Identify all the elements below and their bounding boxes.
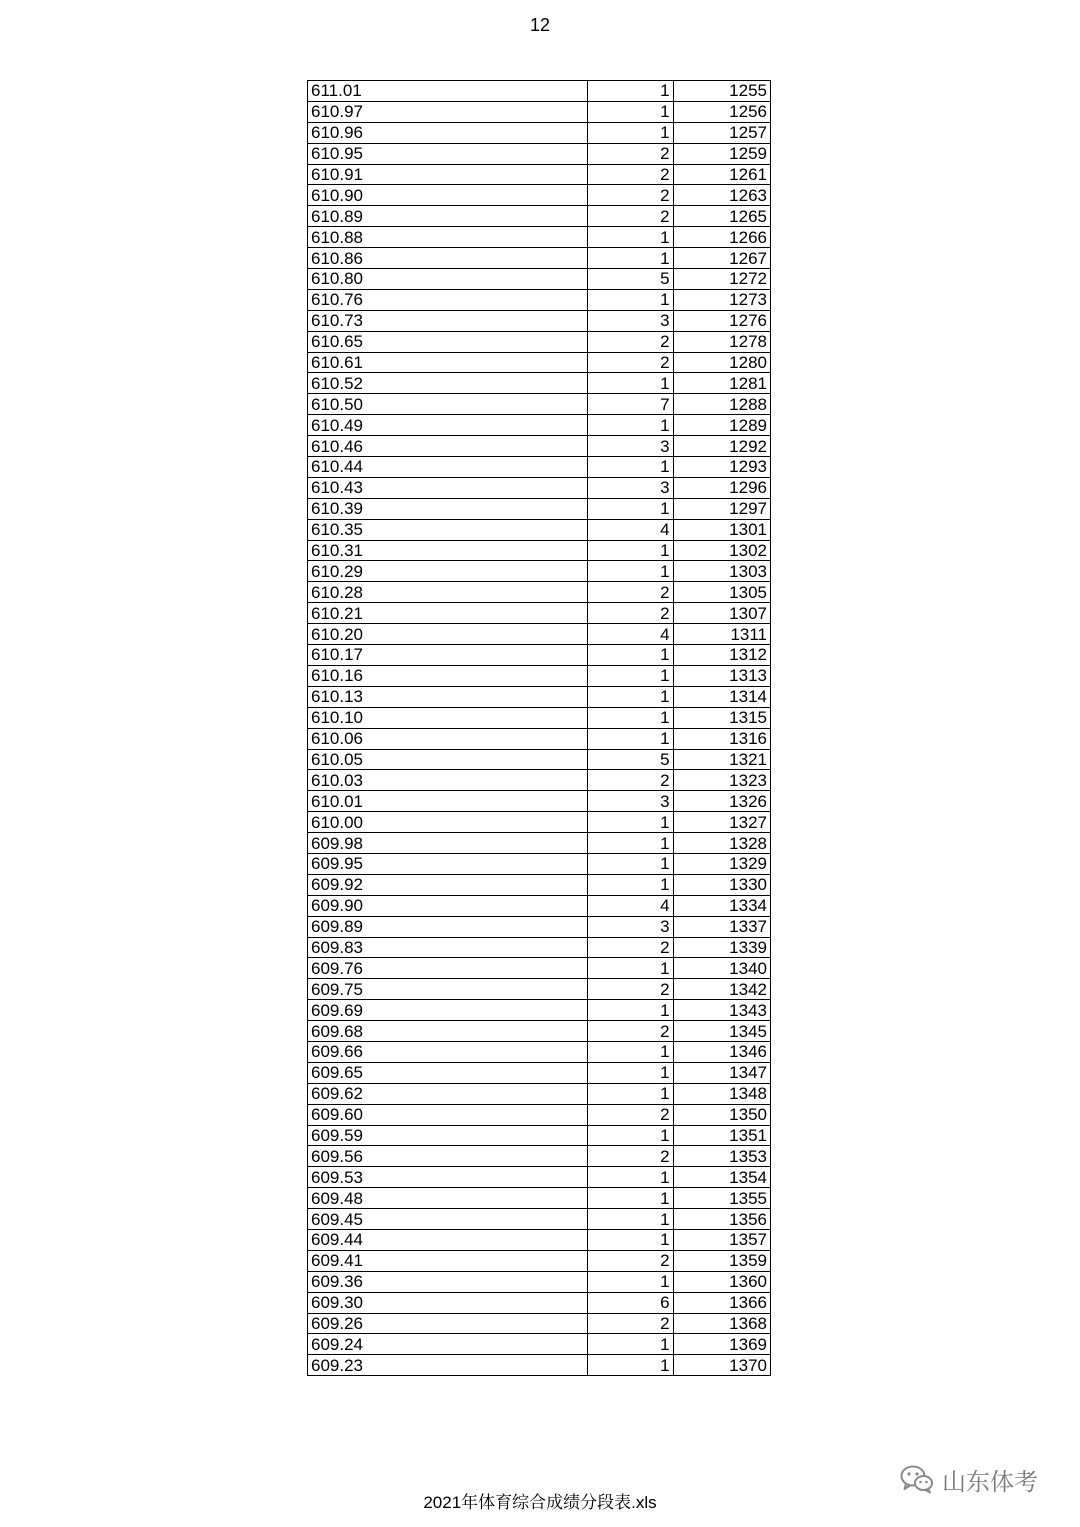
cumulative-cell: 1276: [673, 310, 770, 331]
score-cell: 609.60: [308, 1104, 588, 1125]
table-row: [308, 624, 771, 645]
table-row: [308, 457, 771, 478]
table-row: [308, 1271, 771, 1292]
count-cell: 2: [588, 352, 673, 373]
count-cell: 2: [588, 206, 673, 227]
count-cell: 2: [588, 1021, 673, 1042]
table-row: [308, 791, 771, 812]
cumulative-cell: 1334: [673, 895, 770, 916]
score-cell: 610.91: [308, 164, 588, 185]
table-row: [308, 707, 771, 728]
table-row: [308, 269, 771, 290]
cumulative-cell: 1305: [673, 582, 770, 603]
cumulative-cell: 1346: [673, 1041, 770, 1062]
table-row: [308, 770, 771, 791]
cumulative-cell: 1272: [673, 269, 770, 290]
table-row: [308, 1041, 771, 1062]
score-cell: 609.23: [308, 1355, 588, 1376]
cumulative-cell: 1327: [673, 812, 770, 833]
cumulative-cell: 1359: [673, 1250, 770, 1271]
score-cell: 609.69: [308, 1000, 588, 1021]
count-cell: 2: [588, 143, 673, 164]
table-body: [308, 81, 771, 1376]
count-cell: 2: [588, 1146, 673, 1167]
score-cell: 610.31: [308, 540, 588, 561]
score-cell: 609.36: [308, 1271, 588, 1292]
cumulative-cell: 1356: [673, 1209, 770, 1230]
table-row: [308, 1104, 771, 1125]
table-row: [308, 373, 771, 394]
table-row: [308, 582, 771, 603]
count-cell: 7: [588, 394, 673, 415]
cumulative-cell: 1281: [673, 373, 770, 394]
cumulative-cell: 1296: [673, 477, 770, 498]
cumulative-cell: 1265: [673, 206, 770, 227]
cumulative-cell: 1261: [673, 164, 770, 185]
table-row: [308, 665, 771, 686]
cumulative-cell: 1328: [673, 833, 770, 854]
score-cell: 610.96: [308, 122, 588, 143]
wechat-icon: [900, 1464, 934, 1494]
score-distribution-table: [307, 80, 771, 1376]
count-cell: 2: [588, 1313, 673, 1334]
table-row: [308, 331, 771, 352]
count-cell: 1: [588, 853, 673, 874]
count-cell: 1: [588, 833, 673, 854]
table-row: [308, 1125, 771, 1146]
score-cell: 610.73: [308, 310, 588, 331]
cumulative-cell: 1293: [673, 457, 770, 478]
score-cell: 610.90: [308, 185, 588, 206]
score-cell: 609.59: [308, 1125, 588, 1146]
score-cell: 610.03: [308, 770, 588, 791]
table-row: [308, 81, 771, 102]
score-cell: 610.89: [308, 206, 588, 227]
cumulative-cell: 1263: [673, 185, 770, 206]
table-row: [308, 1292, 771, 1313]
count-cell: 2: [588, 164, 673, 185]
score-cell: 610.06: [308, 728, 588, 749]
count-cell: 1: [588, 1334, 673, 1355]
cumulative-cell: 1369: [673, 1334, 770, 1355]
count-cell: 1: [588, 728, 673, 749]
cumulative-cell: 1289: [673, 415, 770, 436]
cumulative-cell: 1312: [673, 645, 770, 666]
count-cell: 1: [588, 248, 673, 269]
cumulative-cell: 1259: [673, 143, 770, 164]
cumulative-cell: 1329: [673, 853, 770, 874]
cumulative-cell: 1354: [673, 1167, 770, 1188]
score-cell: 610.28: [308, 582, 588, 603]
cumulative-cell: 1256: [673, 101, 770, 122]
watermark: [900, 1462, 1038, 1496]
cumulative-cell: 1316: [673, 728, 770, 749]
count-cell: 1: [588, 1355, 673, 1376]
count-cell: 3: [588, 916, 673, 937]
score-cell: 611.01: [308, 81, 588, 102]
score-cell: 610.39: [308, 498, 588, 519]
count-cell: 1: [588, 498, 673, 519]
score-cell: 610.05: [308, 749, 588, 770]
count-cell: 1: [588, 1229, 673, 1250]
count-cell: 1: [588, 81, 673, 102]
count-cell: 3: [588, 477, 673, 498]
cumulative-cell: 1348: [673, 1083, 770, 1104]
table-row: [308, 979, 771, 1000]
cumulative-cell: 1355: [673, 1188, 770, 1209]
score-cell: 609.68: [308, 1021, 588, 1042]
table-row: [308, 164, 771, 185]
table-row: [308, 686, 771, 707]
count-cell: 1: [588, 1000, 673, 1021]
score-cell: 610.86: [308, 248, 588, 269]
cumulative-cell: 1314: [673, 686, 770, 707]
table-row: [308, 1250, 771, 1271]
cumulative-cell: 1337: [673, 916, 770, 937]
count-cell: 3: [588, 436, 673, 457]
score-cell: 609.30: [308, 1292, 588, 1313]
table-row: [308, 895, 771, 916]
score-cell: 609.75: [308, 979, 588, 1000]
count-cell: 1: [588, 707, 673, 728]
table-row: [308, 101, 771, 122]
score-cell: 609.90: [308, 895, 588, 916]
score-cell: 610.97: [308, 101, 588, 122]
table-row: [308, 1062, 771, 1083]
cumulative-cell: 1366: [673, 1292, 770, 1313]
count-cell: 2: [588, 603, 673, 624]
cumulative-cell: 1280: [673, 352, 770, 373]
cumulative-cell: 1368: [673, 1313, 770, 1334]
table-row: [308, 519, 771, 540]
table-row: [308, 143, 771, 164]
cumulative-cell: 1311: [673, 624, 770, 645]
score-cell: 609.89: [308, 916, 588, 937]
score-cell: 609.26: [308, 1313, 588, 1334]
cumulative-cell: 1339: [673, 937, 770, 958]
count-cell: 1: [588, 289, 673, 310]
table-row: [308, 1209, 771, 1230]
footer-filename: 2021年体育综合成绩分段表.xls: [423, 1493, 657, 1512]
cumulative-cell: 1323: [673, 770, 770, 791]
count-cell: 2: [588, 331, 673, 352]
score-cell: 610.88: [308, 227, 588, 248]
count-cell: 4: [588, 895, 673, 916]
score-cell: 610.13: [308, 686, 588, 707]
table-row: [308, 812, 771, 833]
score-cell: 610.65: [308, 331, 588, 352]
count-cell: 1: [588, 1125, 673, 1146]
score-cell: 609.98: [308, 833, 588, 854]
score-cell: 610.76: [308, 289, 588, 310]
score-cell: 610.44: [308, 457, 588, 478]
score-cell: 610.95: [308, 143, 588, 164]
table-row: [308, 1021, 771, 1042]
count-cell: 1: [588, 373, 673, 394]
table-row: [308, 1229, 771, 1250]
table-row: [308, 749, 771, 770]
count-cell: 2: [588, 185, 673, 206]
count-cell: 1: [588, 665, 673, 686]
score-cell: 609.66: [308, 1041, 588, 1062]
cumulative-cell: 1326: [673, 791, 770, 812]
cumulative-cell: 1351: [673, 1125, 770, 1146]
table-row: [308, 415, 771, 436]
table-row: [308, 436, 771, 457]
score-cell: 609.41: [308, 1250, 588, 1271]
score-cell: 609.24: [308, 1334, 588, 1355]
cumulative-cell: 1257: [673, 122, 770, 143]
table-row: [308, 916, 771, 937]
count-cell: 4: [588, 519, 673, 540]
table-row: [308, 645, 771, 666]
score-cell: 609.44: [308, 1229, 588, 1250]
cumulative-cell: 1307: [673, 603, 770, 624]
count-cell: 1: [588, 1271, 673, 1292]
cumulative-cell: 1278: [673, 331, 770, 352]
score-cell: 609.83: [308, 937, 588, 958]
table-row: [308, 603, 771, 624]
count-cell: 3: [588, 310, 673, 331]
score-cell: 610.80: [308, 269, 588, 290]
table-row: [308, 394, 771, 415]
score-cell: 610.17: [308, 645, 588, 666]
count-cell: 5: [588, 749, 673, 770]
cumulative-cell: 1297: [673, 498, 770, 519]
table-row: [308, 1188, 771, 1209]
score-cell: 610.43: [308, 477, 588, 498]
table-row: [308, 540, 771, 561]
count-cell: 2: [588, 770, 673, 791]
score-cell: 610.61: [308, 352, 588, 373]
cumulative-cell: 1353: [673, 1146, 770, 1167]
score-cell: 610.49: [308, 415, 588, 436]
count-cell: 1: [588, 457, 673, 478]
count-cell: 1: [588, 1062, 673, 1083]
score-cell: 609.56: [308, 1146, 588, 1167]
score-cell: 610.29: [308, 561, 588, 582]
score-cell: 609.76: [308, 958, 588, 979]
cumulative-cell: 1357: [673, 1229, 770, 1250]
table-row: [308, 248, 771, 269]
score-cell: 610.20: [308, 624, 588, 645]
table-row: [308, 874, 771, 895]
table-row: [308, 1313, 771, 1334]
cumulative-cell: 1267: [673, 248, 770, 269]
score-cell: 610.46: [308, 436, 588, 457]
cumulative-cell: 1340: [673, 958, 770, 979]
table-row: [308, 958, 771, 979]
page-number: 12: [529, 15, 551, 35]
table-row: [308, 853, 771, 874]
count-cell: 1: [588, 1188, 673, 1209]
score-cell: 610.00: [308, 812, 588, 833]
count-cell: 1: [588, 415, 673, 436]
score-cell: 609.48: [308, 1188, 588, 1209]
table-row: [308, 352, 771, 373]
cumulative-cell: 1345: [673, 1021, 770, 1042]
score-cell: 610.16: [308, 665, 588, 686]
table-row: [308, 1000, 771, 1021]
cumulative-cell: 1266: [673, 227, 770, 248]
count-cell: 3: [588, 791, 673, 812]
table-row: [308, 477, 771, 498]
table-row: [308, 1146, 771, 1167]
count-cell: 1: [588, 1167, 673, 1188]
watermark-text: 山东体考: [942, 1468, 1038, 1496]
cumulative-cell: 1273: [673, 289, 770, 310]
cumulative-cell: 1315: [673, 707, 770, 728]
count-cell: 1: [588, 561, 673, 582]
score-cell: 610.10: [308, 707, 588, 728]
table-row: [308, 937, 771, 958]
count-cell: 2: [588, 979, 673, 1000]
cumulative-cell: 1292: [673, 436, 770, 457]
count-cell: 4: [588, 624, 673, 645]
cumulative-cell: 1370: [673, 1355, 770, 1376]
cumulative-cell: 1301: [673, 519, 770, 540]
score-cell: 609.62: [308, 1083, 588, 1104]
count-cell: 1: [588, 1209, 673, 1230]
count-cell: 1: [588, 645, 673, 666]
table-row: [308, 310, 771, 331]
cumulative-cell: 1342: [673, 979, 770, 1000]
count-cell: 1: [588, 1041, 673, 1062]
table-row: [308, 1167, 771, 1188]
score-cell: 610.21: [308, 603, 588, 624]
score-cell: 609.65: [308, 1062, 588, 1083]
table-row: [308, 206, 771, 227]
cumulative-cell: 1255: [673, 81, 770, 102]
table-row: [308, 561, 771, 582]
count-cell: 1: [588, 122, 673, 143]
count-cell: 1: [588, 812, 673, 833]
count-cell: 1: [588, 686, 673, 707]
score-cell: 609.95: [308, 853, 588, 874]
cumulative-cell: 1343: [673, 1000, 770, 1021]
count-cell: 2: [588, 582, 673, 603]
cumulative-cell: 1360: [673, 1271, 770, 1292]
table-row: [308, 1334, 771, 1355]
cumulative-cell: 1288: [673, 394, 770, 415]
count-cell: 1: [588, 874, 673, 895]
cumulative-cell: 1330: [673, 874, 770, 895]
score-cell: 609.53: [308, 1167, 588, 1188]
table-row: [308, 1083, 771, 1104]
score-cell: 610.50: [308, 394, 588, 415]
table-row: [308, 833, 771, 854]
table-row: [308, 728, 771, 749]
cumulative-cell: 1313: [673, 665, 770, 686]
score-cell: 610.52: [308, 373, 588, 394]
cumulative-cell: 1303: [673, 561, 770, 582]
table-row: [308, 1355, 771, 1376]
count-cell: 1: [588, 958, 673, 979]
table-row: [308, 227, 771, 248]
cumulative-cell: 1347: [673, 1062, 770, 1083]
count-cell: 1: [588, 101, 673, 122]
count-cell: 1: [588, 227, 673, 248]
table-row: [308, 185, 771, 206]
count-cell: 6: [588, 1292, 673, 1313]
cumulative-cell: 1302: [673, 540, 770, 561]
cumulative-cell: 1350: [673, 1104, 770, 1125]
score-cell: 609.45: [308, 1209, 588, 1230]
score-cell: 609.92: [308, 874, 588, 895]
count-cell: 1: [588, 540, 673, 561]
table-row: [308, 498, 771, 519]
score-cell: 610.35: [308, 519, 588, 540]
count-cell: 2: [588, 1250, 673, 1271]
count-cell: 2: [588, 1104, 673, 1125]
table-row: [308, 122, 771, 143]
count-cell: 5: [588, 269, 673, 290]
count-cell: 1: [588, 1083, 673, 1104]
table-row: [308, 289, 771, 310]
cumulative-cell: 1321: [673, 749, 770, 770]
count-cell: 2: [588, 937, 673, 958]
score-cell: 610.01: [308, 791, 588, 812]
